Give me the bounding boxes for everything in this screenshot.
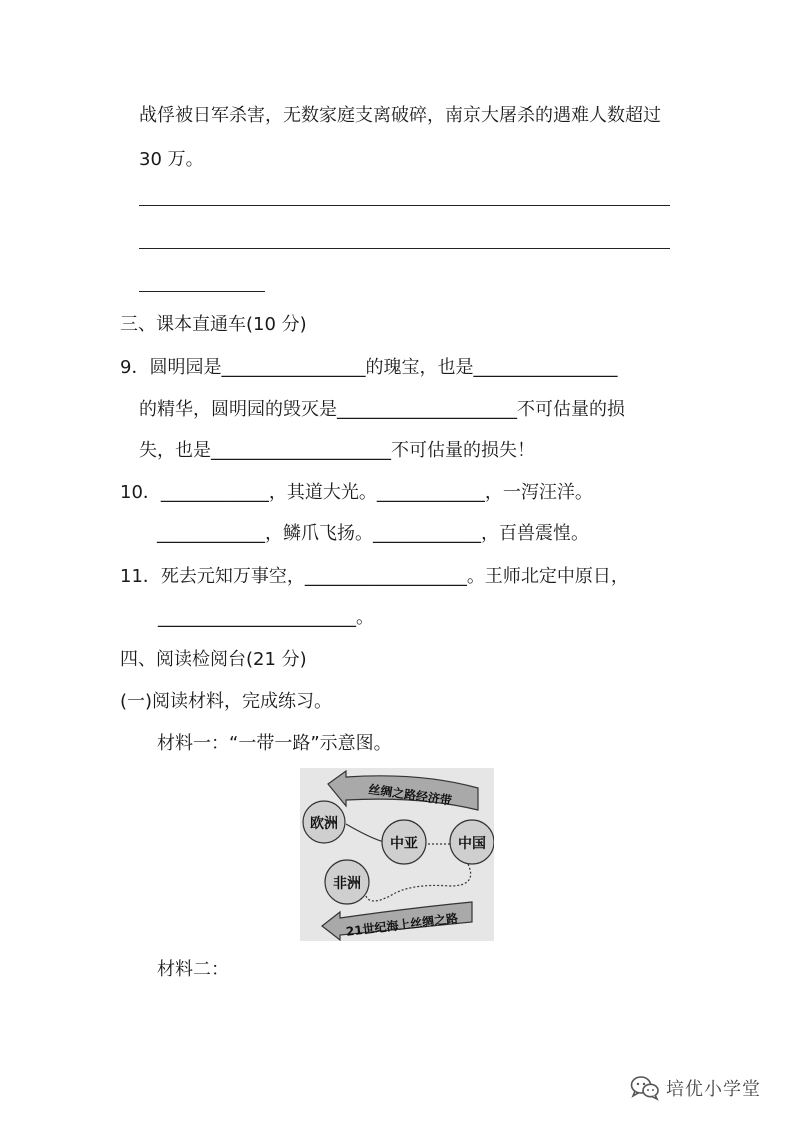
- central-asia-label: 中亚: [390, 836, 418, 852]
- q9-line-3: 失，也是____________________不可估量的损失！: [139, 440, 535, 461]
- watermark: [630, 1073, 761, 1103]
- q9-line-2: 的精华，圆明园的毁灭是____________________不可估量的损: [139, 399, 625, 420]
- q9-line-1: 9．圆明园是________________的瑰宝，也是________________: [120, 357, 618, 378]
- road-label: 21世纪海上丝绸之路: [345, 911, 459, 939]
- answer-line-3: [139, 291, 265, 292]
- watermark-text: 培优小学堂: [666, 1079, 761, 1100]
- china-label: 中国: [458, 836, 486, 852]
- europe-label: 欧洲: [310, 816, 338, 832]
- section4-subheading: (一)阅读材料，完成练习。: [120, 691, 333, 712]
- answer-line-1: [139, 205, 670, 206]
- wechat-icon: [630, 1075, 660, 1101]
- q10-line-2: ____________，鳞爪飞扬。____________，百兽震惶。: [157, 523, 589, 544]
- europe-central-asia-link: [346, 824, 384, 842]
- q10-line-1: 10．____________，其道大光。____________，一泻汪洋。: [120, 482, 593, 503]
- belt-and-road-diagram: [300, 768, 494, 941]
- q11-line-1: 11．死去元知万事空，__________________。王师北定中原日，: [120, 566, 629, 587]
- passage-line-1: 战俘被日军杀害，无数家庭支离破碎，南京大屠杀的遇难人数超过: [139, 105, 661, 126]
- section3-heading: 三、课本直通车(10 分): [120, 314, 307, 335]
- material2-caption: 材料二：: [157, 959, 229, 980]
- answer-line-2: [139, 248, 670, 249]
- passage-line-2: 30 万。: [139, 149, 204, 170]
- material1-caption: 材料一：“一带一路”示意图。: [157, 733, 392, 754]
- section4-heading: 四、阅读检阅台(21 分): [120, 649, 307, 670]
- belt-label: 丝绸之路经济带: [367, 782, 453, 808]
- q11-line-2: ______________________。: [158, 607, 374, 628]
- china-africa-sea-route: [366, 864, 471, 901]
- belt-and-road-svg: [300, 768, 494, 941]
- africa-label: 非洲: [333, 876, 361, 892]
